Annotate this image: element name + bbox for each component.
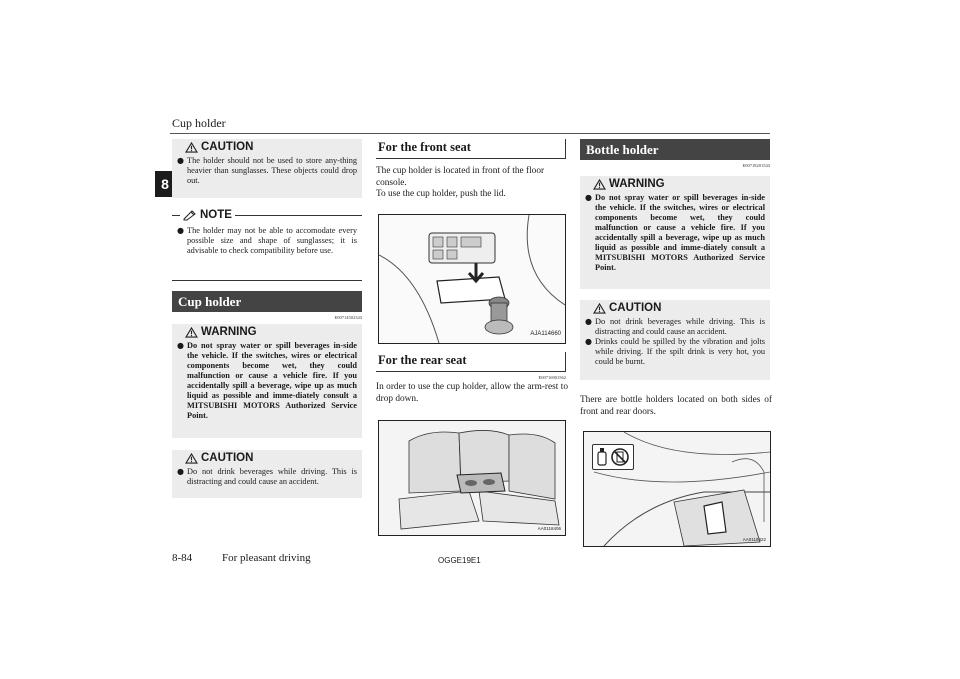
warning-label: WARNING [609,178,665,190]
header-rule [170,133,770,134]
front-seat-line: To use the cup holder, push the lid. [376,189,506,199]
caution-item [177,467,357,487]
warning-item [177,341,357,421]
chapter-tab: 8 [155,171,175,197]
no-can-icon [610,447,630,467]
bottle-holder-figure [583,431,771,547]
rear-seat-illustration [379,421,565,535]
note-pen-icon [183,210,197,221]
caution-box [172,450,362,498]
rear-seat-text: In order to use the cup holder, allow the arm-rest to drop down. [376,382,568,404]
document-code: OGGE19E1 [438,556,481,565]
subheading-rear-seat: For the rear seat [378,353,467,367]
caution-box [172,139,362,198]
section-code: E00716901562 [538,375,566,380]
warning-label: WARNING [201,326,257,338]
warning-box [172,324,362,438]
bullet-icon: ● [177,226,184,235]
caution-label: CAUTION [201,452,254,464]
section-heading-cup-holder: Cup holder [172,291,362,312]
section-heading-bottle-holder: Bottle holder [580,139,770,160]
bullet-icon: ● [585,317,592,326]
front-seat-line: The cup holder is located in front of the floor console. [376,166,545,188]
note-item-text: The holder may not be able to accomodate every possible size and shape of sunglasses; it is advisable to check compatibility before use. [187,226,357,255]
caution-item [177,156,357,186]
warning-triangle-icon [593,303,606,314]
subheading-rule [376,158,566,159]
subheading-front-seat: For the front seat [378,140,471,154]
bullet-icon: ● [585,193,592,202]
rear-cup-holder-figure [378,420,566,536]
warning-triangle-icon [185,327,198,338]
caution-item-text: Do not drink beverages while driving. This is distracting and could cause an accident. [595,317,765,336]
warning-item-text: Do not spray water or spill beverages in-side the vehicle. If the switches, wires or electrical components become wet, they could malfunction or cause a vehicle fire. If you accidentally spill a beverage, wipe up as much liquid as possible and imme-diately consult a MITSUBISHI MOTORS Authorized Service Point. [187,341,357,420]
bullet-icon: ● [177,341,184,350]
caution-box [580,300,770,380]
caution-item-text: Do not drink beverages while driving. This is distracting and could cause an accident. [187,467,357,486]
caution-label: CAUTION [609,302,662,314]
section-code: E00718201543 [742,163,770,168]
warning-triangle-icon [185,453,198,464]
caution-item [585,317,765,337]
note-box [172,209,362,281]
subheading-rule-tick [565,352,566,372]
bullet-icon: ● [177,156,184,165]
caution-item [585,337,765,367]
subheading-rule-tick [565,139,566,159]
warning-box [580,176,770,289]
note-item [177,226,357,256]
note-label: NOTE [200,209,232,221]
caution-item-text: Drinks could be spilled by the vibration and jolts while driving. If the spilt drink is very hot, you could be burnt. [595,337,765,366]
front-seat-text [376,166,568,201]
bottle-icon [596,447,608,467]
figure-label: AA0118422 [742,537,766,542]
section-code: E00714502343 [334,315,362,320]
caution-label: CAUTION [201,141,254,153]
caution-item-text: The holder should not be used to store any-thing heavier than sunglasses. These objects could drop out. [187,156,357,185]
subheading-rule [376,371,566,372]
front-console-illustration [379,215,565,343]
note-bottom-rule [172,280,362,281]
bottle-symbol-panel [592,444,634,470]
bullet-icon: ● [585,337,592,346]
warning-item [585,193,765,273]
warning-triangle-icon [593,179,606,190]
warning-item-text: Do not spray water or spill beverages in-side the vehicle. If the switches, wires or electrical components become wet, they could malfunction or cause a vehicle fire. If you accidentally spill a beverage, wipe up as much liquid as possible and imme-diately consult a MITSUBISHI MOTORS Authorized Service Point. [595,193,765,272]
page-number: 8-84 [172,552,193,564]
front-cup-holder-figure [378,214,566,344]
warning-triangle-icon [185,142,198,153]
figure-label: AA0118406 [537,526,561,531]
footer-section-title: For pleasant driving [222,552,311,564]
bullet-icon: ● [177,467,184,476]
page-header-title: Cup holder [172,116,226,130]
bottle-holder-text: There are bottle holders located on both sides of front and rear doors. [580,395,772,417]
figure-label: AJA114660 [530,331,561,337]
